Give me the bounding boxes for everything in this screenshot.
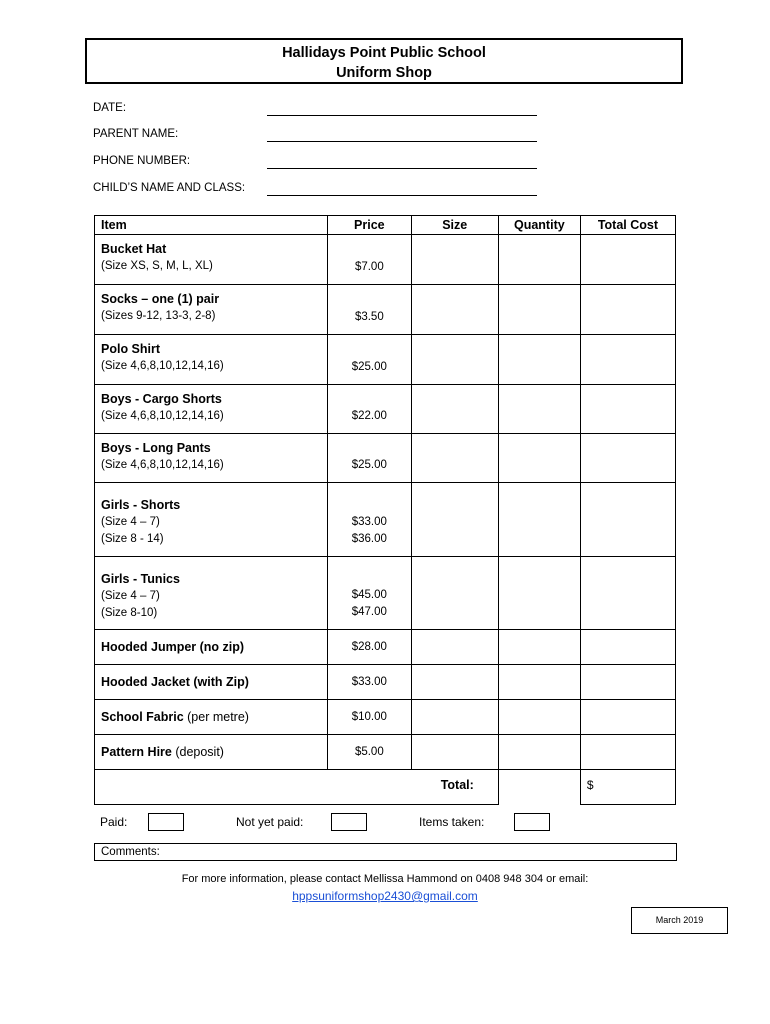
item-size-detail: (Size 8-10) bbox=[101, 607, 158, 619]
price-value: $45.00 bbox=[351, 589, 387, 601]
item-size-detail: (Size 4 – 7) bbox=[101, 590, 160, 602]
total-cost-input-cell[interactable] bbox=[580, 285, 675, 335]
comments-label: Comments: bbox=[101, 846, 160, 858]
quantity-input-cell[interactable] bbox=[498, 235, 580, 285]
item-name bbox=[101, 571, 327, 588]
size-input-cell[interactable] bbox=[411, 483, 498, 557]
item-size-detail: (Size 4,6,8,10,12,14,16) bbox=[101, 459, 224, 471]
price-value: $25.00 bbox=[351, 459, 387, 471]
item-name-text: Socks – one (1) pair bbox=[101, 292, 220, 306]
paid-checkbox[interactable] bbox=[148, 813, 184, 831]
price-value: $25.00 bbox=[351, 361, 387, 373]
quantity-input-cell[interactable] bbox=[498, 700, 580, 735]
size-input-cell[interactable] bbox=[411, 630, 498, 665]
item-name-text: Pattern Hire bbox=[101, 744, 172, 759]
item-name-text: School Fabric bbox=[101, 709, 184, 724]
item-name bbox=[101, 391, 327, 408]
price-value: $47.00 bbox=[351, 606, 387, 618]
price-cell bbox=[328, 665, 412, 700]
item-name bbox=[101, 440, 327, 457]
table-row bbox=[95, 285, 676, 335]
quantity-input-cell[interactable] bbox=[498, 665, 580, 700]
total-cost-input-cell[interactable] bbox=[580, 483, 675, 557]
item-size-detail: (Size 8 - 14) bbox=[101, 533, 164, 545]
child-name-class-input-line[interactable] bbox=[267, 195, 537, 196]
item-cell bbox=[95, 665, 328, 700]
price-cell bbox=[328, 434, 412, 483]
price-value: $33.00 bbox=[351, 516, 387, 528]
not-yet-paid-label: Not yet paid: bbox=[236, 815, 304, 829]
quantity-input-cell[interactable] bbox=[498, 630, 580, 665]
size-input-cell[interactable] bbox=[411, 385, 498, 434]
col-header-quantity: Quantity bbox=[498, 216, 580, 235]
parent-name-label: PARENT NAME: bbox=[93, 128, 179, 140]
form-title-box bbox=[85, 38, 683, 84]
quantity-input-cell[interactable] bbox=[498, 385, 580, 434]
phone-number-input-line[interactable] bbox=[267, 168, 537, 169]
price-value: $5.00 bbox=[354, 745, 384, 758]
quantity-input-cell[interactable] bbox=[498, 735, 580, 770]
quantity-input-cell[interactable] bbox=[498, 335, 580, 385]
total-cost-input-cell[interactable] bbox=[580, 630, 675, 665]
col-header-size: Size bbox=[411, 216, 498, 235]
price-cell bbox=[328, 700, 412, 735]
table-row bbox=[95, 483, 676, 557]
item-size-detail: (Size XS, S, M, L, XL) bbox=[101, 260, 213, 272]
uniform-order-table bbox=[94, 215, 676, 805]
col-header-price: Price bbox=[328, 216, 412, 235]
email-link[interactable]: hppsuniformshop2430@gmail.com bbox=[292, 889, 478, 903]
total-cost-input-cell[interactable] bbox=[580, 735, 675, 770]
price-cell bbox=[328, 285, 412, 335]
size-input-cell[interactable] bbox=[411, 235, 498, 285]
price-value: $33.00 bbox=[351, 675, 387, 688]
item-name-text: Boys - Long Pants bbox=[101, 441, 211, 455]
item-name-text: Boys - Cargo Shorts bbox=[101, 392, 222, 406]
contact-info: For more information, please contact Mellissa Hammond on 0408 948 304 or email: bbox=[181, 873, 589, 885]
item-cell bbox=[95, 385, 328, 434]
item-name-text: Hooded Jacket (with Zip) bbox=[101, 674, 249, 689]
price-value: $7.00 bbox=[354, 261, 384, 273]
size-input-cell[interactable] bbox=[411, 434, 498, 483]
item-name bbox=[101, 709, 327, 726]
item-cell bbox=[95, 630, 328, 665]
price-cell bbox=[328, 557, 412, 630]
table-row bbox=[95, 385, 676, 434]
form-date: March 2019 bbox=[655, 915, 704, 925]
price-cell bbox=[328, 735, 412, 770]
item-name bbox=[101, 241, 327, 258]
table-row bbox=[95, 335, 676, 385]
item-cell bbox=[95, 235, 328, 285]
item-size-detail: (Size 4 – 7) bbox=[101, 516, 160, 528]
table-row bbox=[95, 700, 676, 735]
table-row bbox=[95, 630, 676, 665]
price-cell bbox=[328, 630, 412, 665]
table-row bbox=[95, 665, 676, 700]
col-header-total-cost: Total Cost bbox=[580, 216, 675, 235]
total-cost-input-cell[interactable] bbox=[580, 665, 675, 700]
school-name: Hallidays Point Public School bbox=[282, 45, 486, 61]
item-cell bbox=[95, 700, 328, 735]
item-name-text: Bucket Hat bbox=[101, 242, 167, 256]
price-value: $36.00 bbox=[351, 533, 387, 545]
item-name-text: Girls - Shorts bbox=[101, 498, 181, 512]
not-yet-paid-checkbox[interactable] bbox=[331, 813, 367, 831]
item-name-text: Hooded Jumper (no zip) bbox=[101, 639, 245, 654]
item-name bbox=[101, 744, 327, 761]
quantity-input-cell[interactable] bbox=[498, 434, 580, 483]
price-cell bbox=[328, 235, 412, 285]
item-cell bbox=[95, 335, 328, 385]
item-cell bbox=[95, 285, 328, 335]
comments-field[interactable] bbox=[94, 843, 677, 861]
size-input-cell[interactable] bbox=[411, 557, 498, 630]
item-name-note: (deposit) bbox=[171, 744, 224, 759]
item-name bbox=[101, 341, 327, 358]
total-cost-input-cell[interactable] bbox=[580, 434, 675, 483]
item-size-detail: (Sizes 9-12, 13-3, 2-8) bbox=[101, 310, 216, 322]
item-name-note: (per metre) bbox=[183, 709, 249, 724]
item-name-text: Girls - Tunics bbox=[101, 572, 180, 586]
table-row bbox=[95, 235, 676, 285]
price-cell bbox=[328, 385, 412, 434]
size-input-cell[interactable] bbox=[411, 665, 498, 700]
items-taken-checkbox[interactable] bbox=[514, 813, 550, 831]
total-value-cell[interactable]: $ bbox=[580, 770, 675, 805]
items-taken-label: Items taken: bbox=[419, 815, 485, 829]
item-cell bbox=[95, 434, 328, 483]
phone-number-label: PHONE NUMBER: bbox=[93, 155, 191, 167]
size-input-cell[interactable] bbox=[411, 285, 498, 335]
price-cell bbox=[328, 335, 412, 385]
total-cost-input-cell[interactable] bbox=[580, 700, 675, 735]
total-cost-input-cell[interactable] bbox=[580, 385, 675, 434]
quantity-input-cell[interactable] bbox=[498, 285, 580, 335]
item-cell bbox=[95, 735, 328, 770]
price-cell bbox=[328, 483, 412, 557]
parent-name-input-line[interactable] bbox=[267, 141, 537, 142]
quantity-input-cell[interactable] bbox=[498, 557, 580, 630]
item-cell bbox=[95, 483, 328, 557]
table-row bbox=[95, 735, 676, 770]
size-input-cell[interactable] bbox=[411, 335, 498, 385]
item-name bbox=[101, 291, 327, 308]
size-input-cell[interactable] bbox=[411, 735, 498, 770]
item-name bbox=[101, 497, 327, 514]
table-row bbox=[95, 557, 676, 630]
price-value: $28.00 bbox=[351, 640, 387, 653]
table-row bbox=[95, 434, 676, 483]
date-input-line[interactable] bbox=[267, 115, 537, 116]
total-cost-input-cell[interactable] bbox=[580, 235, 675, 285]
item-size-detail: (Size 4,6,8,10,12,14,16) bbox=[101, 410, 224, 422]
item-name bbox=[101, 639, 327, 656]
child-name-class-label: CHILD’S NAME AND CLASS: bbox=[93, 182, 246, 194]
item-name-text: Polo Shirt bbox=[101, 342, 161, 356]
total-cost-input-cell[interactable] bbox=[580, 335, 675, 385]
price-value: $3.50 bbox=[354, 311, 384, 323]
form-date-box bbox=[631, 907, 728, 934]
item-name bbox=[101, 674, 327, 691]
item-cell bbox=[95, 557, 328, 630]
size-input-cell[interactable] bbox=[411, 700, 498, 735]
item-size-detail: (Size 4,6,8,10,12,14,16) bbox=[101, 360, 224, 372]
price-value: $10.00 bbox=[351, 710, 387, 723]
total-cost-input-cell[interactable] bbox=[580, 557, 675, 630]
date-label: DATE: bbox=[93, 102, 127, 114]
paid-label: Paid: bbox=[100, 815, 128, 829]
price-value: $22.00 bbox=[351, 410, 387, 422]
shop-name: Uniform Shop bbox=[336, 65, 432, 81]
col-header-item: Item bbox=[95, 216, 328, 235]
total-label: Total: bbox=[95, 770, 499, 805]
quantity-input-cell[interactable] bbox=[498, 483, 580, 557]
